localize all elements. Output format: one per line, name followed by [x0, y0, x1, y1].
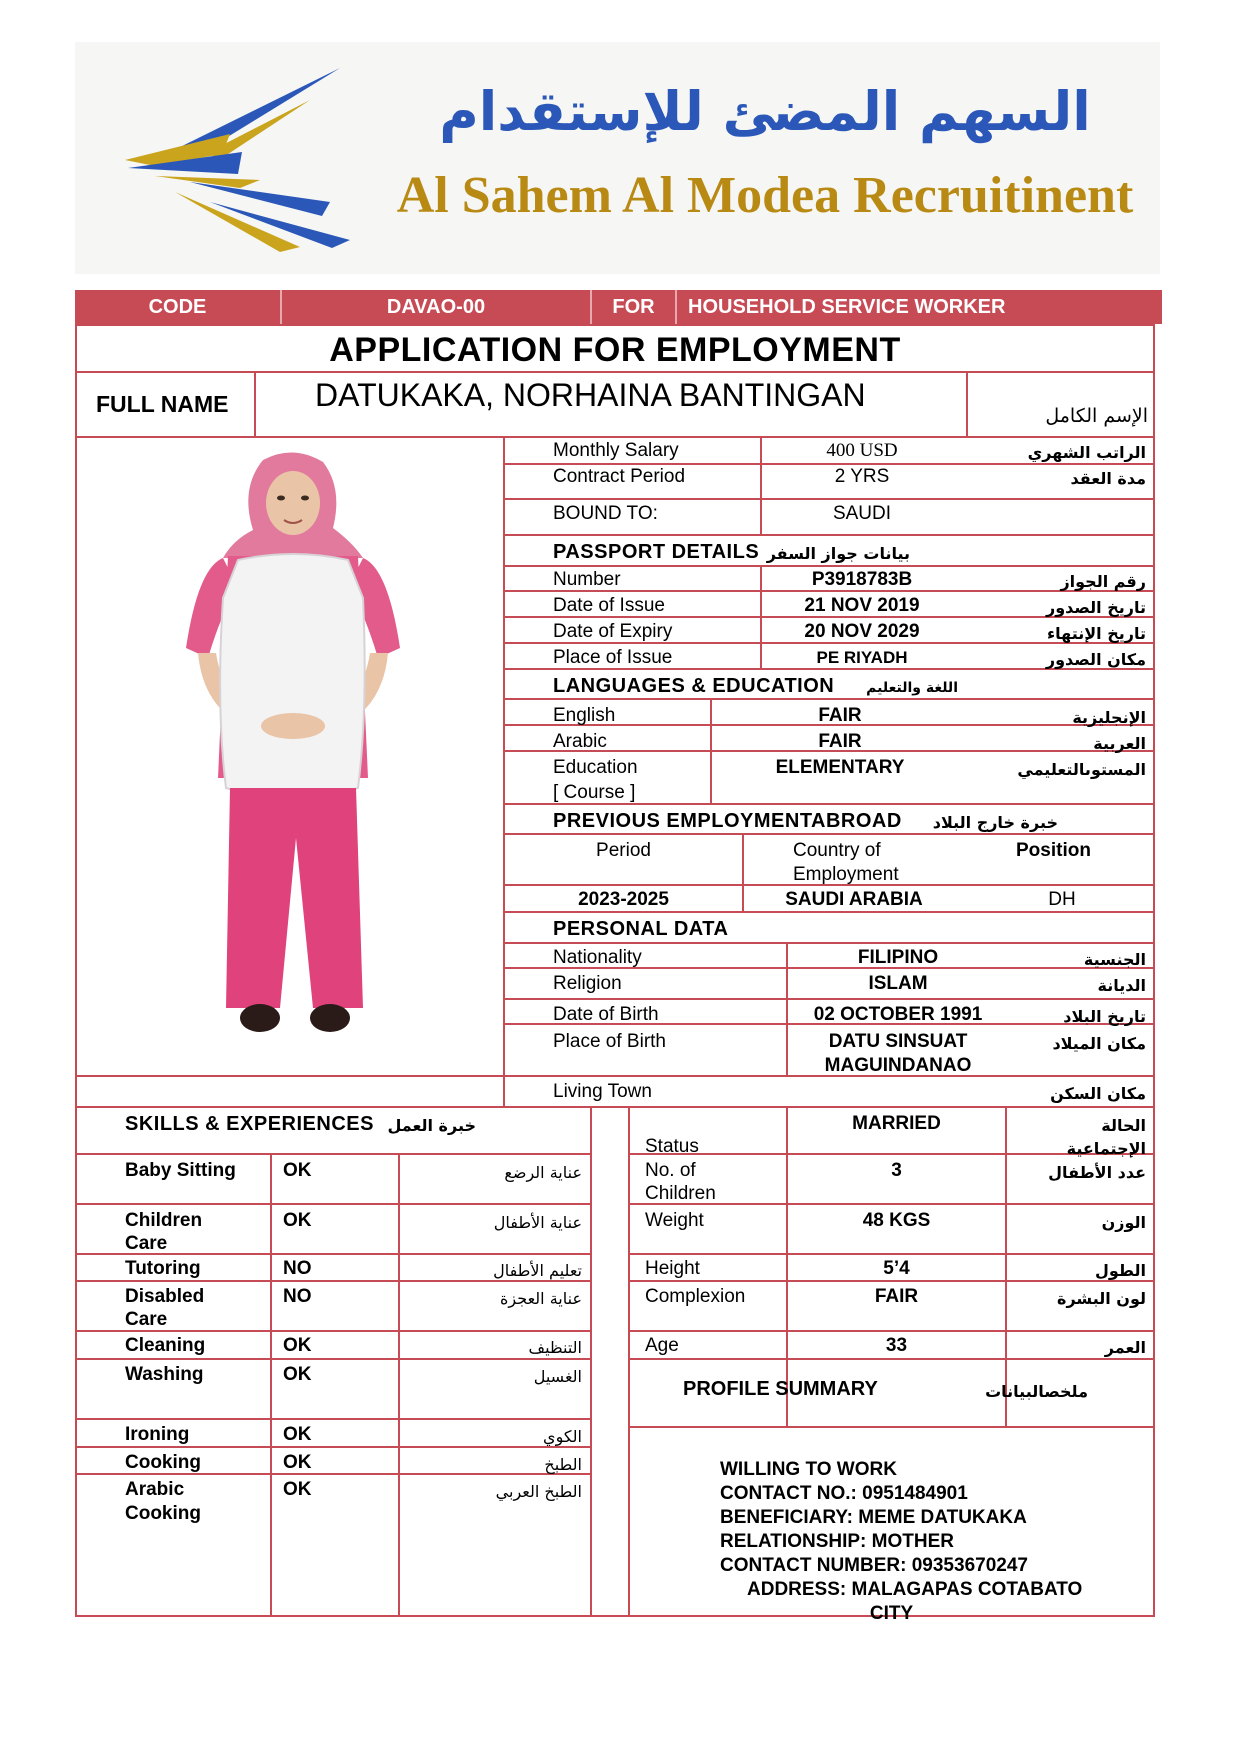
profile-address-1: ADDRESS: MALAGAPAS COTABATO: [747, 1579, 1083, 1600]
languages-heading: LANGUAGES & EDUCATION: [553, 675, 835, 697]
profile-line: WILLING TO WORK: [720, 1459, 897, 1480]
age-label: Age: [645, 1335, 679, 1356]
complexion-label: Complexion: [645, 1286, 746, 1307]
english-value: FAIR: [818, 705, 862, 726]
issue-date-ar: تاريخ الصدور: [1046, 598, 1146, 617]
skill-label-ar: عناية الرضع: [504, 1163, 582, 1182]
pob-value-1: DATU SINSUAT: [828, 1031, 968, 1052]
skill-value: NO: [283, 1286, 312, 1307]
age-ar: العمر: [1104, 1338, 1146, 1357]
position-header: Position: [1016, 840, 1091, 861]
skill-label: Arabic: [125, 1479, 185, 1500]
dob-value: 02 OCTOBER 1991: [813, 1004, 983, 1025]
education-course: [ Course ]: [553, 782, 636, 803]
skill-value: OK: [283, 1479, 312, 1500]
skill-label-line2: Care: [125, 1233, 168, 1254]
logo-arabic-text: السهم المضئ للإستقدام: [439, 80, 1091, 143]
issue-place-ar: مكان الصدور: [1045, 650, 1146, 669]
skill-label: Washing: [125, 1364, 204, 1385]
education-ar: المستوىالتعليمي: [1017, 760, 1146, 779]
children-value: 3: [891, 1160, 902, 1181]
country-header-2: Employment: [793, 864, 899, 885]
height-value: 5’4: [883, 1258, 910, 1279]
arabic-label: Arabic: [553, 731, 607, 752]
dob-label: Date of Birth: [553, 1004, 659, 1025]
profile-line: CONTACT NUMBER: 09353670247: [720, 1555, 1028, 1576]
previous-heading-ar: خبرة خارج البلاد: [932, 813, 1058, 832]
english-ar: الإنجليزية: [1072, 708, 1146, 727]
skill-label-ar: عناية العجزة: [500, 1289, 582, 1308]
profile-line: CONTACT NO.: 0951484901: [720, 1483, 968, 1504]
english-label: English: [553, 705, 616, 726]
salary-label: Monthly Salary: [553, 440, 679, 461]
skill-value: OK: [283, 1210, 312, 1231]
skill-label: Ironing: [125, 1424, 190, 1445]
skill-label-line2: Care: [125, 1309, 168, 1330]
previous-period: 2023-2025: [578, 889, 669, 910]
arrow-logo-icon: [110, 42, 370, 274]
skill-value: OK: [283, 1364, 312, 1385]
children-ar: عدد الأطفال: [1048, 1163, 1146, 1182]
status-ar-1: الحالة: [1101, 1116, 1146, 1135]
issue-place-value: PE RIYADH: [816, 648, 908, 667]
skill-label-line2: Cooking: [125, 1503, 201, 1524]
weight-label: Weight: [645, 1210, 704, 1231]
full-name-label-ar: الإسم الكامل: [1045, 405, 1148, 427]
children-label-2: Children: [645, 1183, 716, 1204]
skill-label: Children: [125, 1210, 203, 1231]
town-label: Living Town: [553, 1081, 652, 1102]
previous-heading: PREVIOUS EMPLOYMENTABROAD: [553, 810, 902, 832]
skill-value: OK: [283, 1452, 312, 1473]
skill-value: OK: [283, 1424, 312, 1445]
education-label: Education: [553, 757, 638, 778]
languages-heading-ar: اللغة والتعليم: [866, 680, 958, 696]
weight-value: 48 KGS: [862, 1210, 931, 1231]
period-header: Period: [596, 840, 651, 861]
arabic-value: FAIR: [818, 731, 862, 752]
pob-ar: مكان الميلاد: [1052, 1034, 1146, 1053]
town-ar: مكان السكن: [1050, 1084, 1146, 1103]
complexion-ar: لون البشرة: [1057, 1289, 1146, 1308]
passport-heading-ar: بيانات جواز السفر: [766, 544, 910, 563]
for-value: HOUSEHOLD SERVICE WORKER: [688, 296, 1006, 318]
skill-label-ar: الغسيل: [533, 1367, 582, 1386]
skill-label-ar: تعليم الأطفال: [493, 1261, 582, 1280]
skill-label: Disabled: [125, 1286, 205, 1307]
passport-number-label: Number: [553, 569, 621, 590]
expiry-date-label: Date of Expiry: [553, 621, 673, 642]
code-value: DAVAO-00: [386, 296, 486, 318]
nationality-value: FILIPINO: [857, 947, 939, 968]
personal-heading: PERSONAL DATA: [553, 918, 729, 940]
full-name-label: FULL NAME: [96, 391, 229, 417]
skill-label-ar: الكوي: [543, 1427, 582, 1446]
code-label: CODE: [148, 296, 207, 318]
expiry-date-ar: تاريخ الإنتهاء: [1046, 624, 1146, 643]
profile-heading-ar: ملخصالبيانات: [985, 1382, 1088, 1401]
skill-label-ar: عناية الأطفال: [493, 1213, 582, 1232]
religion-ar: الديانة: [1097, 976, 1146, 995]
full-name-value: DATUKAKA, NORHAINA BANTINGAN: [315, 377, 866, 413]
height-ar: الطول: [1095, 1261, 1146, 1280]
skills-heading: SKILLS & EXPERIENCES: [125, 1113, 374, 1135]
skill-label: Cooking: [125, 1452, 201, 1473]
status-value: MARRIED: [852, 1113, 941, 1134]
skill-value: OK: [283, 1335, 312, 1356]
skill-label: Baby Sitting: [125, 1160, 236, 1181]
passport-number-value: P3918783B: [811, 569, 913, 590]
skill-label: Tutoring: [125, 1258, 201, 1279]
contract-value: 2 YRS: [834, 466, 890, 487]
applicant-photo: [168, 448, 418, 1038]
passport-number-ar: رقم الجواز: [1060, 572, 1146, 591]
issue-date-label: Date of Issue: [553, 595, 665, 616]
nationality-label: Nationality: [553, 947, 642, 968]
children-label-1: No. of: [645, 1160, 696, 1181]
profile-heading: PROFILE SUMMARY: [683, 1378, 878, 1400]
religion-label: Religion: [553, 973, 622, 994]
nationality-ar: الجنسية: [1083, 950, 1146, 969]
religion-value: ISLAM: [868, 973, 928, 994]
previous-country: SAUDI ARABIA: [785, 889, 923, 910]
for-label: FOR: [612, 296, 655, 318]
arabic-ar: العربية: [1093, 734, 1146, 753]
skill-label-ar: الطبخ: [544, 1455, 582, 1474]
expiry-date-value: 20 NOV 2029: [804, 621, 920, 642]
profile-address-2: CITY: [869, 1603, 914, 1624]
dob-ar: تاريخ البلاد: [1063, 1007, 1146, 1026]
logo-english-text: Al Sahem Al Modea Recruitinent: [396, 167, 1134, 224]
country-header-1: Country of: [793, 840, 881, 861]
bound-label: BOUND TO:: [553, 503, 658, 524]
pob-value-2: MAGUINDANAO: [824, 1055, 972, 1076]
page-title: APPLICATION FOR EMPLOYMENT: [329, 331, 901, 369]
pob-label: Place of Birth: [553, 1031, 666, 1052]
issue-date-value: 21 NOV 2019: [804, 595, 920, 616]
profile-line: RELATIONSHIP: MOTHER: [720, 1531, 954, 1552]
skill-label-ar: الطبخ العربي: [495, 1482, 582, 1501]
contract-label-ar: مدة العقد: [1070, 469, 1146, 488]
profile-line: BENEFICIARY: MEME DATUKAKA: [720, 1507, 1027, 1528]
status-label: Status: [645, 1136, 699, 1157]
status-ar-2: الإجتماعية: [1066, 1139, 1146, 1158]
skill-value: OK: [283, 1160, 312, 1181]
skills-heading-ar: خبرة العمل: [387, 1116, 476, 1135]
salary-value: 400 USD: [826, 440, 898, 461]
height-label: Height: [645, 1258, 700, 1279]
salary-label-ar: الراتب الشهري: [1027, 443, 1146, 462]
contract-label: Contract Period: [553, 466, 686, 487]
age-value: 33: [885, 1335, 908, 1356]
weight-ar: الوزن: [1101, 1213, 1146, 1232]
previous-position: DH: [1048, 889, 1076, 910]
skill-value: NO: [283, 1258, 312, 1279]
passport-heading: PASSPORT DETAILS: [553, 541, 760, 563]
bound-value: SAUDI: [832, 503, 892, 524]
education-value: ELEMENTARY: [775, 757, 905, 778]
skill-label: Cleaning: [125, 1335, 206, 1356]
issue-place-label: Place of Issue: [553, 647, 673, 668]
skill-label-ar: التنظيف: [528, 1338, 582, 1357]
logo-banner: [75, 42, 1160, 274]
complexion-value: FAIR: [874, 1286, 919, 1307]
